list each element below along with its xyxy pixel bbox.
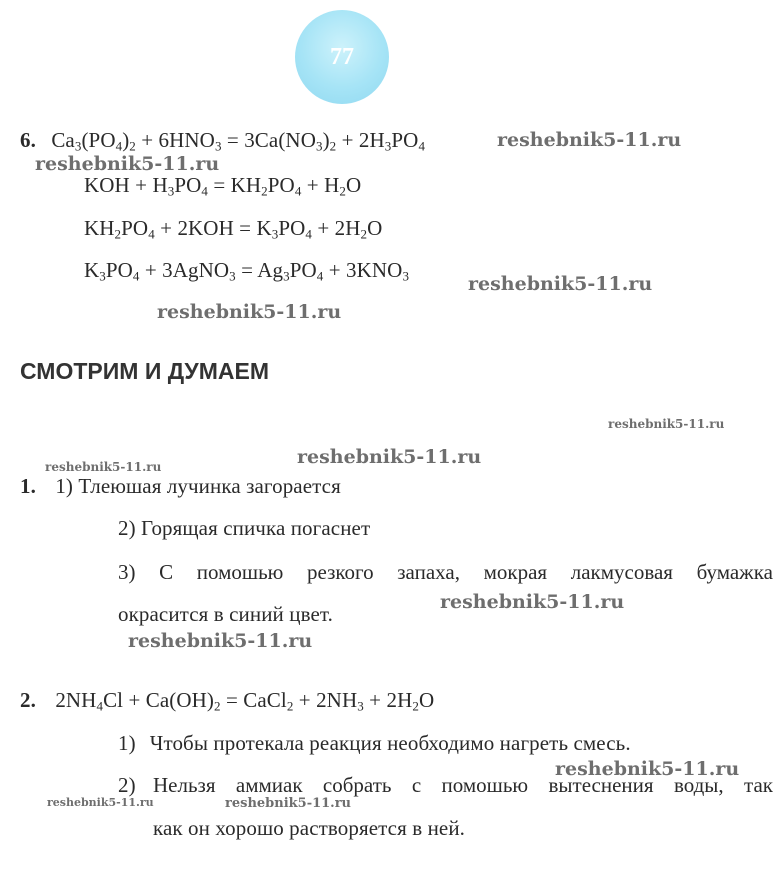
watermark: reshebnik5-11.ru (45, 460, 162, 474)
watermark: reshebnik5-11.ru (47, 796, 154, 809)
watermark: reshebnik5-11.ru (440, 591, 625, 613)
watermark: reshebnik5-11.ru (225, 796, 352, 811)
watermark: reshebnik5-11.ru (157, 301, 342, 323)
task1-item-1: 1. 1) Тлеюшая лучинка загорается (20, 474, 341, 498)
task2-item-2-line-2: как он хорошо растворяется в ней. (153, 816, 466, 840)
page-number: 77 (330, 43, 354, 70)
page-number-badge (295, 10, 389, 104)
task2-item-1: 1) Чтобы протекала реакция необходимо нагреть смесь. (118, 731, 631, 755)
watermark: reshebnik5-11.ru (497, 129, 682, 151)
task2-equation: 2. $2NH_4Cl + Ca(OH)_2$ = CaCl$_2$ + $2NH_3 + 2H_2O$ (20, 688, 435, 714)
watermark: reshebnik5-11.ru (297, 446, 482, 468)
watermark: reshebnik5-11.ru (128, 630, 313, 652)
task2-item-2-line-1: Нельзя аммиак собрать с помошью вытеснения воды, так (153, 773, 773, 797)
watermark: reshebnik5-11.ru (35, 153, 220, 175)
task6-equation-1 (20, 128, 425, 153)
task2-number: 2. (20, 688, 36, 712)
task6-equation-3: $KH_2PO_4 + 2KOH = K_3PO_4 + 2H_2O$ (84, 216, 383, 242)
task1-item-3-line-1: 3) С помошью резкого запаха, мокрая лакмусовая бумажка (118, 560, 773, 584)
task2-item-2-number: 2) (118, 773, 136, 797)
task6-equation-4: $K_3PO_4$ + 3AgNO$_3$ = $Ag_3PO_4 + 3KNO_3$ (84, 258, 410, 284)
task6-equation-2: KOH + $H_3PO_4 = KH_2PO_4 + H_2O$ (84, 173, 362, 199)
watermark: reshebnik5-11.ru (468, 273, 653, 295)
task6-eq1-text: $Ca_3(PO_4)_2 + 6HNO_3 = 3Ca(NO_3)_2 + 2H_3PO_4$ (51, 128, 426, 154)
task1-item-3-line-2: окрасится в синий цвет. (118, 602, 333, 626)
watermark: reshebnik5-11.ru (608, 417, 725, 431)
watermark: reshebnik5-11.ru (555, 758, 740, 780)
section-heading: СМОТРИМ И ДУМАЕМ (20, 358, 269, 384)
task6-number: 6. (20, 128, 36, 152)
task1-number: 1. (20, 474, 36, 498)
task1-item-2: 2) Горящая спичка погаснет (118, 516, 371, 540)
